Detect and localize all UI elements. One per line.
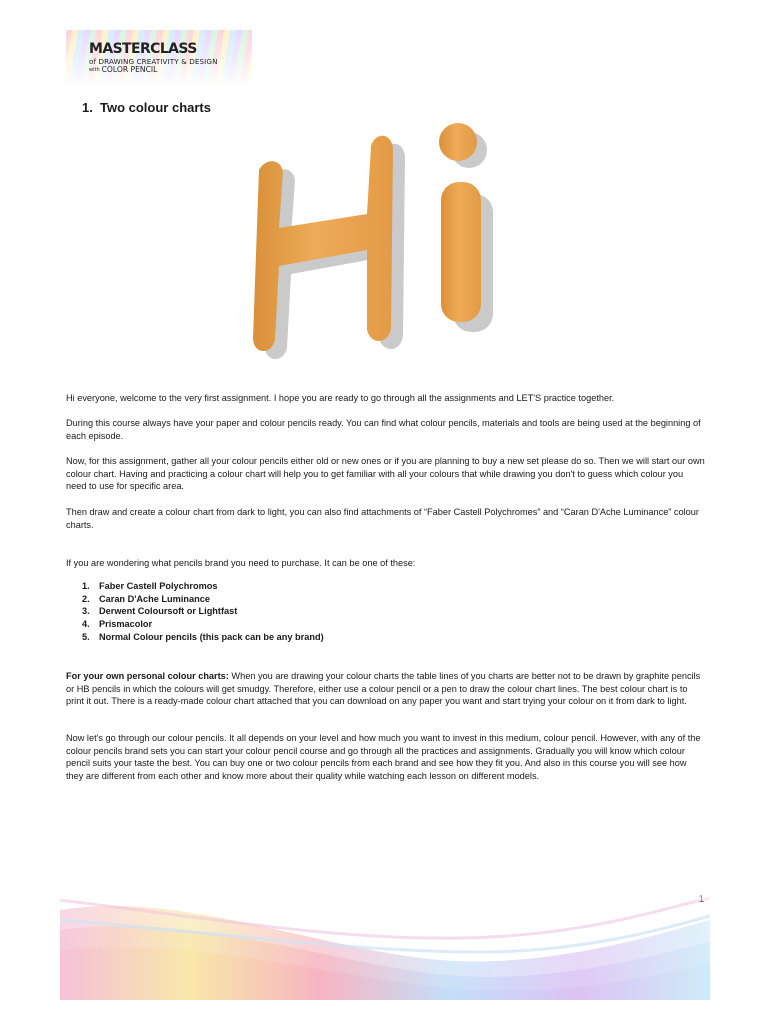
personal-charts-lead: For your own personal colour charts: — [66, 671, 229, 681]
heading-text: Two colour charts — [100, 100, 211, 115]
paragraph-materials: During this course always have your paper and colour pencils ready. You can find what colour pencils, materials and tools are being used at the beginning of each episode. — [66, 418, 701, 441]
list-item: 1. Faber Castell Polychromos — [82, 581, 218, 591]
paragraph-assignment: Now, for this assignment, gather all your colour pencils either old or new ones or if you are planning to buy a new set please do so. Then we will start our own colour chart. Having and practicing a colour chart will help you to get familiar with all your colours that while drawing you don't to guess which colour you need to use for specific area. — [66, 456, 705, 492]
paragraph-personal-charts — [66, 670, 706, 708]
list-item: 3. Derwent Coloursoft or Lightfast — [82, 606, 238, 617]
logo-subtitle: of DRAWING CREATIVITY & DESIGN — [89, 57, 218, 66]
logo-with: with — [89, 67, 100, 74]
list-item: 2. Caran D'Ache Luminance — [82, 593, 210, 604]
logo-subtitle-2 — [89, 66, 218, 74]
pencil-brand-list — [82, 580, 324, 644]
personal-charts-body: When you are drawing your colour charts the table lines of you charts are better not to be drawn by graphite pencils or HB pencils in which the colours will get smudgy. Therefore, either use a colour pencil or a pen to draw the colour chart lines. The best colour chart is to print it out. There is a ready-made colour chart attached that you can download on any paper you want and start trying your colour on it from dark to light. — [66, 671, 701, 707]
logo-title: MASTERCLASS — [89, 41, 197, 57]
list-item: 5. Normal Colour pencils (this pack can be any brand) — [82, 631, 324, 642]
paragraph-chart-instructions: Then draw and create a colour chart from dark to light, you can also find attachments of “Faber Castell Polychromes” and “Caran D'Ache Luminance” colour charts. — [66, 507, 699, 530]
paragraph-welcome: Hi everyone, welcome to the very first assignment. I hope you are ready to go through all the assignments and LET'S practice together. — [66, 393, 615, 403]
paragraph-colour-pencils: Now let's go through our colour pencils. It all depends on your level and how much you want to invest in this medium, colour pencil. However, with any of the colour pencils brand sets you can start your colour pencil course and go through all the practices and assignments. Gradually you will know which colour pencil suits your taste the best. You can buy one or two colour pencils from each brand and see how they fit you. And also in this course you will see how they are different from each other and know more about their quality while watching each lesson on different models. — [66, 733, 701, 782]
rainbow-wave-decoration — [60, 890, 710, 1000]
masterclass-logo — [66, 30, 252, 88]
hi-3d-illustration — [225, 120, 495, 360]
list-item: 4. Prismacolor — [82, 619, 153, 630]
logo-text — [89, 42, 218, 74]
paragraph-brands-intro: If you are wondering what pencils brand you need to purchase. It can be one of these: — [66, 558, 416, 568]
heading-number: 1. — [82, 100, 93, 115]
section-heading — [82, 100, 211, 115]
logo-color-pencil: COLOR PENCIL — [101, 65, 158, 75]
